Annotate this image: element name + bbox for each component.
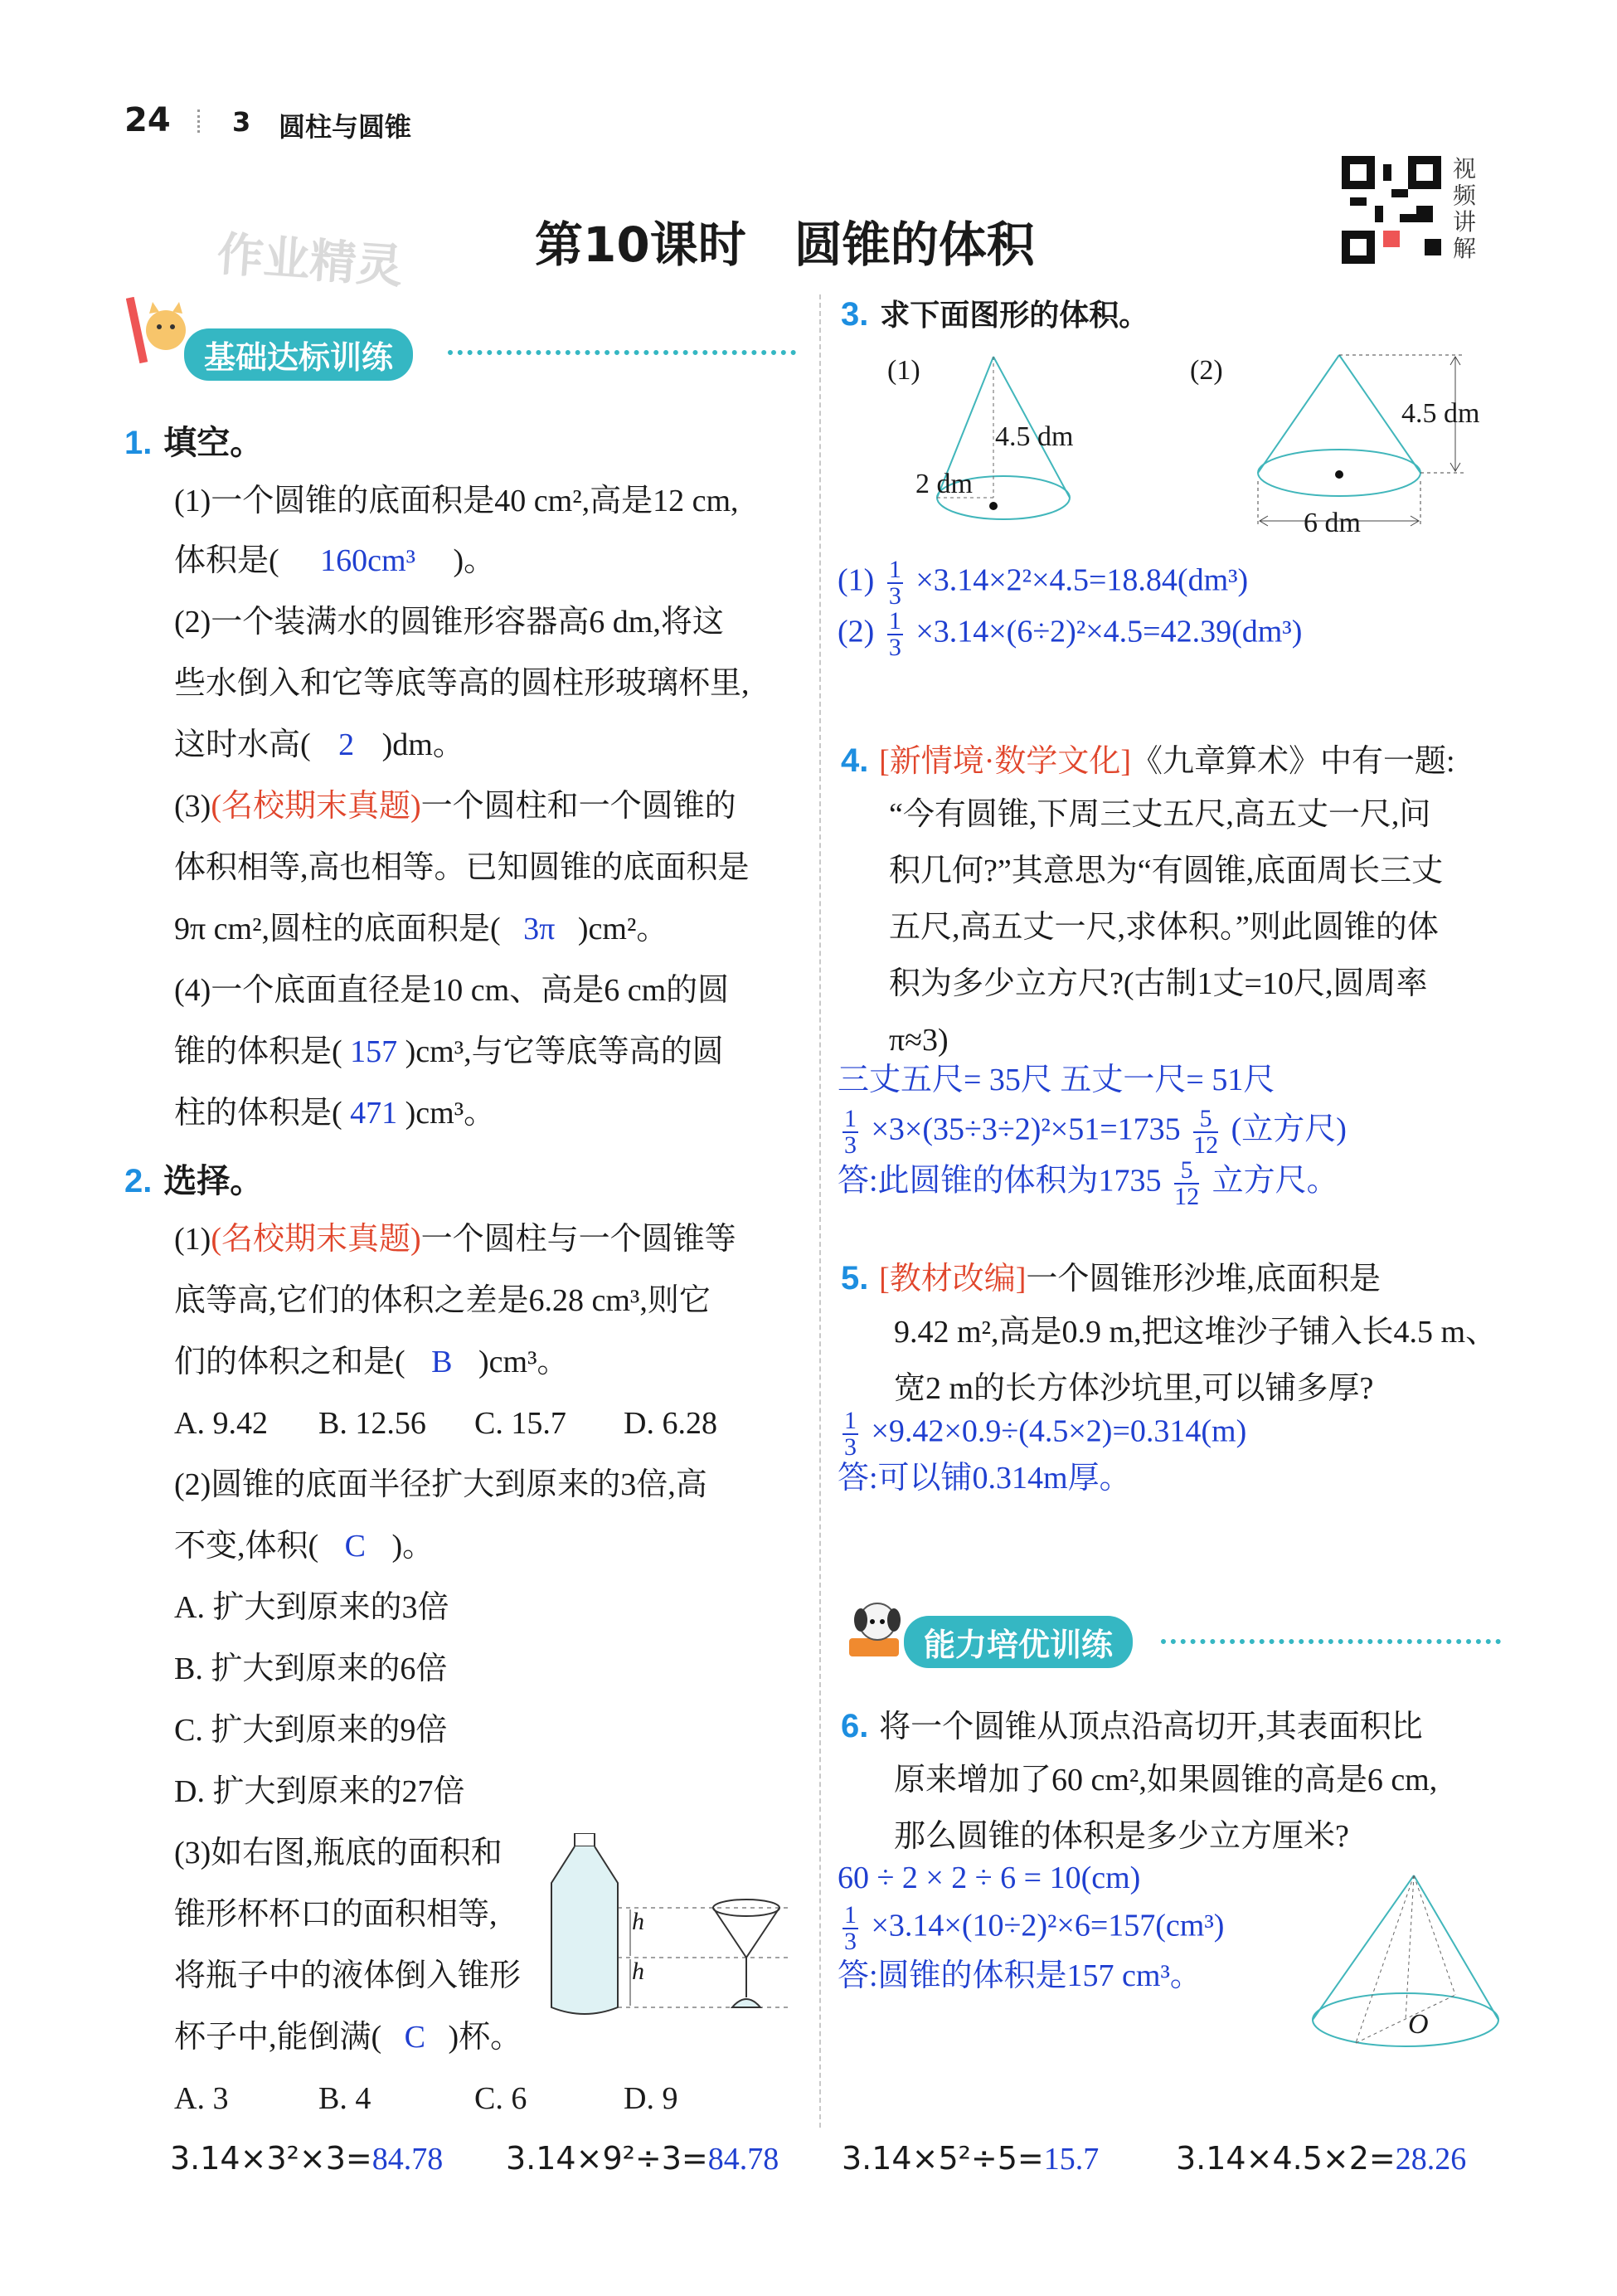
text: 体积是( bbox=[174, 543, 279, 578]
q1-p4c bbox=[174, 1092, 495, 1135]
watermark-logo: 作业精灵 bbox=[215, 227, 405, 294]
q3-header bbox=[841, 292, 1148, 334]
dog-mascot-icon bbox=[844, 1597, 910, 1663]
q2-p1-options bbox=[174, 1402, 717, 1445]
q4-number: 4. bbox=[841, 742, 869, 779]
q6-number: 6. bbox=[841, 1708, 869, 1744]
q1-p4a: (4)一个底面直径是10 cm、高是6 cm的圆 bbox=[174, 973, 730, 1008]
fraction-1-3 bbox=[887, 609, 903, 660]
q2-p1b: 底等高,它们的体积之差是6.28 cm³,则它 bbox=[174, 1283, 711, 1318]
q2-p3a: (3)如右图,瓶底的面积和 bbox=[174, 1836, 503, 1870]
text: 一个圆锥形沙堆,底面积是 bbox=[1026, 1262, 1381, 1296]
q3-number: 3. bbox=[841, 296, 869, 333]
option: C. 15.7 bbox=[474, 1406, 566, 1441]
q1-answer-5: 471 bbox=[350, 1096, 398, 1131]
denominator: 12 bbox=[1193, 1131, 1219, 1159]
unit-number: 3 bbox=[232, 106, 251, 138]
q1-p1a: (1)一个圆锥的底面积是40 cm²,高是12 cm, bbox=[174, 484, 739, 518]
q1-p3a bbox=[174, 785, 736, 828]
option: A. 9.42 bbox=[174, 1406, 268, 1441]
q4-l5: 积为多少立方尺?(古制1丈=10尺,圆周率 bbox=[889, 966, 1428, 1001]
option: C. 6 bbox=[474, 2081, 527, 2116]
q2-p1a bbox=[174, 1218, 736, 1261]
text: 杯子中,能倒满( bbox=[174, 2020, 382, 2055]
column-divider bbox=[819, 294, 821, 2128]
fraction-1-3 bbox=[842, 1903, 858, 1954]
text: (立方尺) bbox=[1231, 1112, 1347, 1147]
q4-answer-3 bbox=[838, 1158, 1338, 1209]
q5-l3: 宽2 m的长方体沙坑里,可以铺多厚? bbox=[894, 1371, 1374, 1406]
q2-answer-1: B bbox=[431, 1345, 453, 1379]
text: ×3.14×2²×4.5=18.84(dm³) bbox=[915, 562, 1249, 598]
numerator: 1 bbox=[844, 1105, 857, 1132]
denominator: 3 bbox=[888, 634, 901, 661]
q3-title: 求下面图形的体积。 bbox=[880, 299, 1149, 333]
q2-answer-3: C bbox=[404, 2020, 426, 2055]
q5-answer-1 bbox=[838, 1408, 1246, 1460]
q1-number: 1. bbox=[124, 425, 153, 461]
text: 将一个圆锥从顶点沿高切开,其表面积比 bbox=[879, 1710, 1423, 1744]
bottle-cup-figure bbox=[543, 1833, 800, 2024]
numerator: 1 bbox=[888, 556, 901, 583]
tag-new-context: [新情境·数学文化] bbox=[879, 744, 1132, 779]
text: (3) bbox=[174, 789, 211, 824]
bottom-expr-1 bbox=[170, 2140, 443, 2177]
q3-answer-1 bbox=[838, 557, 1248, 609]
numerator: 1 bbox=[844, 1901, 857, 1929]
text: ×9.42×0.9÷(4.5×2)=0.314(m) bbox=[871, 1413, 1247, 1449]
q2-p3c: 将瓶子中的液体倒入锥形 bbox=[174, 1958, 522, 1993]
q3-answer-2 bbox=[838, 609, 1302, 660]
q1-p2c bbox=[174, 723, 464, 766]
fig1-label: (1) bbox=[887, 355, 920, 386]
center-label: O bbox=[1408, 2009, 1429, 2040]
q1-p2a: (2)一个装满水的圆锥形容器高6 dm,将这 bbox=[174, 605, 724, 640]
text: 锥的体积是( bbox=[174, 1034, 342, 1069]
page-number: 24 bbox=[124, 101, 171, 139]
unit-title: 圆柱与圆锥 bbox=[279, 111, 412, 143]
option: B. 扩大到原来的6倍 bbox=[174, 1651, 448, 1686]
q6-answer-3: 答:圆锥的体积是157 cm³。 bbox=[838, 1958, 1202, 1993]
fraction-1-3 bbox=[842, 1107, 858, 1158]
bottom-expr-4 bbox=[1176, 2140, 1466, 2177]
text: )cm³。 bbox=[405, 1096, 496, 1131]
text: 们的体积之和是( bbox=[174, 1345, 405, 1379]
numerator: 5 bbox=[1193, 1107, 1218, 1133]
text: 这时水高( bbox=[174, 727, 311, 762]
q5-l1 bbox=[841, 1253, 1381, 1298]
numerator: 1 bbox=[844, 1407, 857, 1434]
option: D. 扩大到原来的27倍 bbox=[174, 1774, 465, 1809]
text: )cm³。 bbox=[478, 1345, 569, 1379]
q1-header bbox=[124, 416, 263, 464]
q5-answer-2: 答:可以铺0.314m厚。 bbox=[838, 1461, 1131, 1496]
denominator: 12 bbox=[1174, 1183, 1200, 1210]
fig2-diameter: 6 dm bbox=[1304, 508, 1361, 538]
denominator: 3 bbox=[844, 1928, 857, 1955]
tag-textbook: [教材改编] bbox=[879, 1262, 1027, 1296]
qr-code[interactable] bbox=[1342, 156, 1441, 264]
lesson-title: 第10课时 圆锥的体积 bbox=[535, 216, 1035, 273]
height-label: h bbox=[632, 1958, 644, 1985]
text: 一个圆柱与一个圆锥等 bbox=[420, 1222, 736, 1257]
q2-p3d bbox=[174, 2016, 522, 2059]
qr-label-char: 频 bbox=[1453, 182, 1477, 209]
bottom-expr-3 bbox=[842, 2140, 1099, 2177]
text: (1) bbox=[838, 562, 875, 598]
numerator: 1 bbox=[888, 607, 901, 635]
q2-answer-2: C bbox=[344, 1529, 367, 1564]
text: )杯。 bbox=[448, 2020, 522, 2055]
text: )dm。 bbox=[381, 727, 464, 762]
text: 立方尺。 bbox=[1212, 1163, 1338, 1199]
text: )cm³,与它等底等高的圆 bbox=[405, 1034, 724, 1069]
text: (1) bbox=[174, 1222, 211, 1257]
header-divider bbox=[197, 109, 202, 133]
fig1-radius: 2 dm bbox=[915, 469, 973, 499]
option: D. 6.28 bbox=[624, 1406, 717, 1441]
q2-p3b: 锥形杯杯口的面积相等, bbox=[174, 1897, 498, 1932]
q1-p3b: 体积相等,高也相等。已知圆锥的底面积是 bbox=[174, 850, 750, 885]
tag-exam: (名校期末真题) bbox=[211, 789, 421, 824]
fig2-height: 4.5 dm bbox=[1401, 398, 1480, 429]
answer: 84.78 bbox=[371, 2142, 444, 2177]
q6-l2: 原来增加了60 cm²,如果圆锥的高是6 cm, bbox=[894, 1763, 1438, 1797]
text: 3.14×4.5×2= bbox=[1176, 2140, 1396, 2177]
answer: 28.26 bbox=[1395, 2142, 1467, 2177]
q4-l6: π≈3) bbox=[889, 1023, 949, 1058]
q5-l2: 9.42 m²,高是0.9 m,把这堆沙子铺入长4.5 m、 bbox=[894, 1315, 1498, 1350]
text: (2) bbox=[838, 614, 875, 649]
q6-l3: 那么圆锥的体积是多少立方厘米? bbox=[894, 1819, 1349, 1854]
q4-answer-2 bbox=[838, 1107, 1347, 1158]
text: 不变,体积( bbox=[174, 1529, 319, 1564]
option: B. 12.56 bbox=[318, 1406, 426, 1441]
q4-l2: “今有圆锥,下周三丈五尺,高五丈一尺,问 bbox=[889, 797, 1431, 832]
option: C. 扩大到原来的9倍 bbox=[174, 1713, 448, 1748]
denominator: 3 bbox=[844, 1433, 857, 1461]
fraction-5-12 bbox=[1193, 1107, 1218, 1158]
q5-number: 5. bbox=[841, 1260, 869, 1296]
fraction-1-3 bbox=[842, 1408, 858, 1460]
q4-l3: 积几何?”其意思为“有圆锥,底面周长三丈 bbox=[889, 854, 1444, 888]
bottom-expr-2 bbox=[506, 2140, 779, 2177]
option: D. 9 bbox=[624, 2081, 678, 2116]
q2-number: 2. bbox=[124, 1163, 153, 1199]
q2-header bbox=[124, 1155, 263, 1202]
option: A. 扩大到原来的3倍 bbox=[174, 1590, 449, 1625]
text: 一个圆柱和一个圆锥的 bbox=[420, 789, 736, 824]
fraction-5-12 bbox=[1174, 1158, 1199, 1209]
text: 《九章算术》中有一题: bbox=[1131, 744, 1455, 779]
height-label: h bbox=[632, 1908, 644, 1935]
fraction-1-3 bbox=[887, 557, 903, 609]
section-advanced-header: 能力培优训练 bbox=[904, 1616, 1133, 1668]
q2-p1c bbox=[174, 1340, 569, 1384]
q2-p2b bbox=[174, 1525, 434, 1568]
text: )。 bbox=[453, 543, 496, 578]
text: 3.14×5²÷5= bbox=[842, 2140, 1044, 2177]
q1-answer-1: 160cm³ bbox=[320, 543, 415, 578]
qr-label bbox=[1453, 156, 1479, 262]
denominator: 3 bbox=[844, 1131, 857, 1159]
denominator: 3 bbox=[888, 582, 901, 610]
q4-answer-1: 三丈五尺= 35尺 五丈一尺= 51尺 bbox=[838, 1063, 1275, 1097]
q2-p3-options bbox=[174, 2077, 677, 2120]
fig2-label: (2) bbox=[1190, 355, 1223, 386]
text: )cm²。 bbox=[577, 912, 668, 946]
text: 答:此圆锥的体积为1735 bbox=[838, 1163, 1162, 1199]
text: 9π cm²,圆柱的底面积是( bbox=[174, 912, 501, 946]
section-basic-header: 基础达标训练 bbox=[184, 328, 413, 381]
text: ×3.14×(6÷2)²×4.5=42.39(dm³) bbox=[915, 614, 1303, 649]
option: B. 4 bbox=[318, 2081, 371, 2116]
q1-p4b bbox=[174, 1030, 724, 1073]
text: 3.14×9²÷3= bbox=[506, 2140, 708, 2177]
q6-answer-2 bbox=[838, 1903, 1224, 1954]
q1-answer-3: 3π bbox=[523, 912, 556, 946]
q2-title: 选择。 bbox=[163, 1162, 264, 1200]
answer: 15.7 bbox=[1043, 2142, 1100, 2177]
section-divider bbox=[1161, 1639, 1501, 1644]
option: A. 3 bbox=[174, 2081, 229, 2116]
q1-p2b: 些水倒入和它等底等高的圆柱形玻璃杯里, bbox=[174, 666, 750, 701]
text: )。 bbox=[391, 1529, 435, 1564]
qr-label-char: 解 bbox=[1453, 235, 1477, 262]
text: ×3.14×(10÷2)²×6=157(cm³) bbox=[871, 1908, 1225, 1943]
numerator: 5 bbox=[1174, 1158, 1199, 1184]
q4-l1 bbox=[841, 735, 1455, 781]
fig1-height: 4.5 dm bbox=[995, 421, 1074, 452]
q1-answer-2: 2 bbox=[338, 727, 355, 762]
q6-l1 bbox=[841, 1700, 1423, 1746]
answer: 84.78 bbox=[707, 2142, 779, 2177]
section-divider bbox=[448, 350, 796, 355]
qr-label-char: 视 bbox=[1453, 155, 1477, 182]
q1-p1b bbox=[174, 539, 495, 582]
text: 柱的体积是( bbox=[174, 1096, 342, 1131]
q6-answer-1: 60 ÷ 2 × 2 ÷ 6 = 10(cm) bbox=[838, 1861, 1141, 1895]
q1-p3c bbox=[174, 907, 668, 951]
q1-title: 填空。 bbox=[163, 424, 264, 462]
tag-exam: (名校期末真题) bbox=[211, 1222, 421, 1257]
text: 3.14×3²×3= bbox=[170, 2140, 372, 2177]
text: ×3×(35÷3÷2)²×51=1735 bbox=[871, 1112, 1181, 1147]
cone-figure-2 bbox=[1248, 348, 1488, 539]
q4-l4: 五尺,高五丈一尺,求体积。”则此圆锥的体 bbox=[889, 910, 1439, 945]
cat-mascot-icon bbox=[126, 297, 192, 372]
qr-label-char: 讲 bbox=[1453, 208, 1477, 236]
q1-answer-4: 157 bbox=[350, 1034, 398, 1069]
q2-p2a: (2)圆锥的底面半径扩大到原来的3倍,高 bbox=[174, 1467, 707, 1502]
